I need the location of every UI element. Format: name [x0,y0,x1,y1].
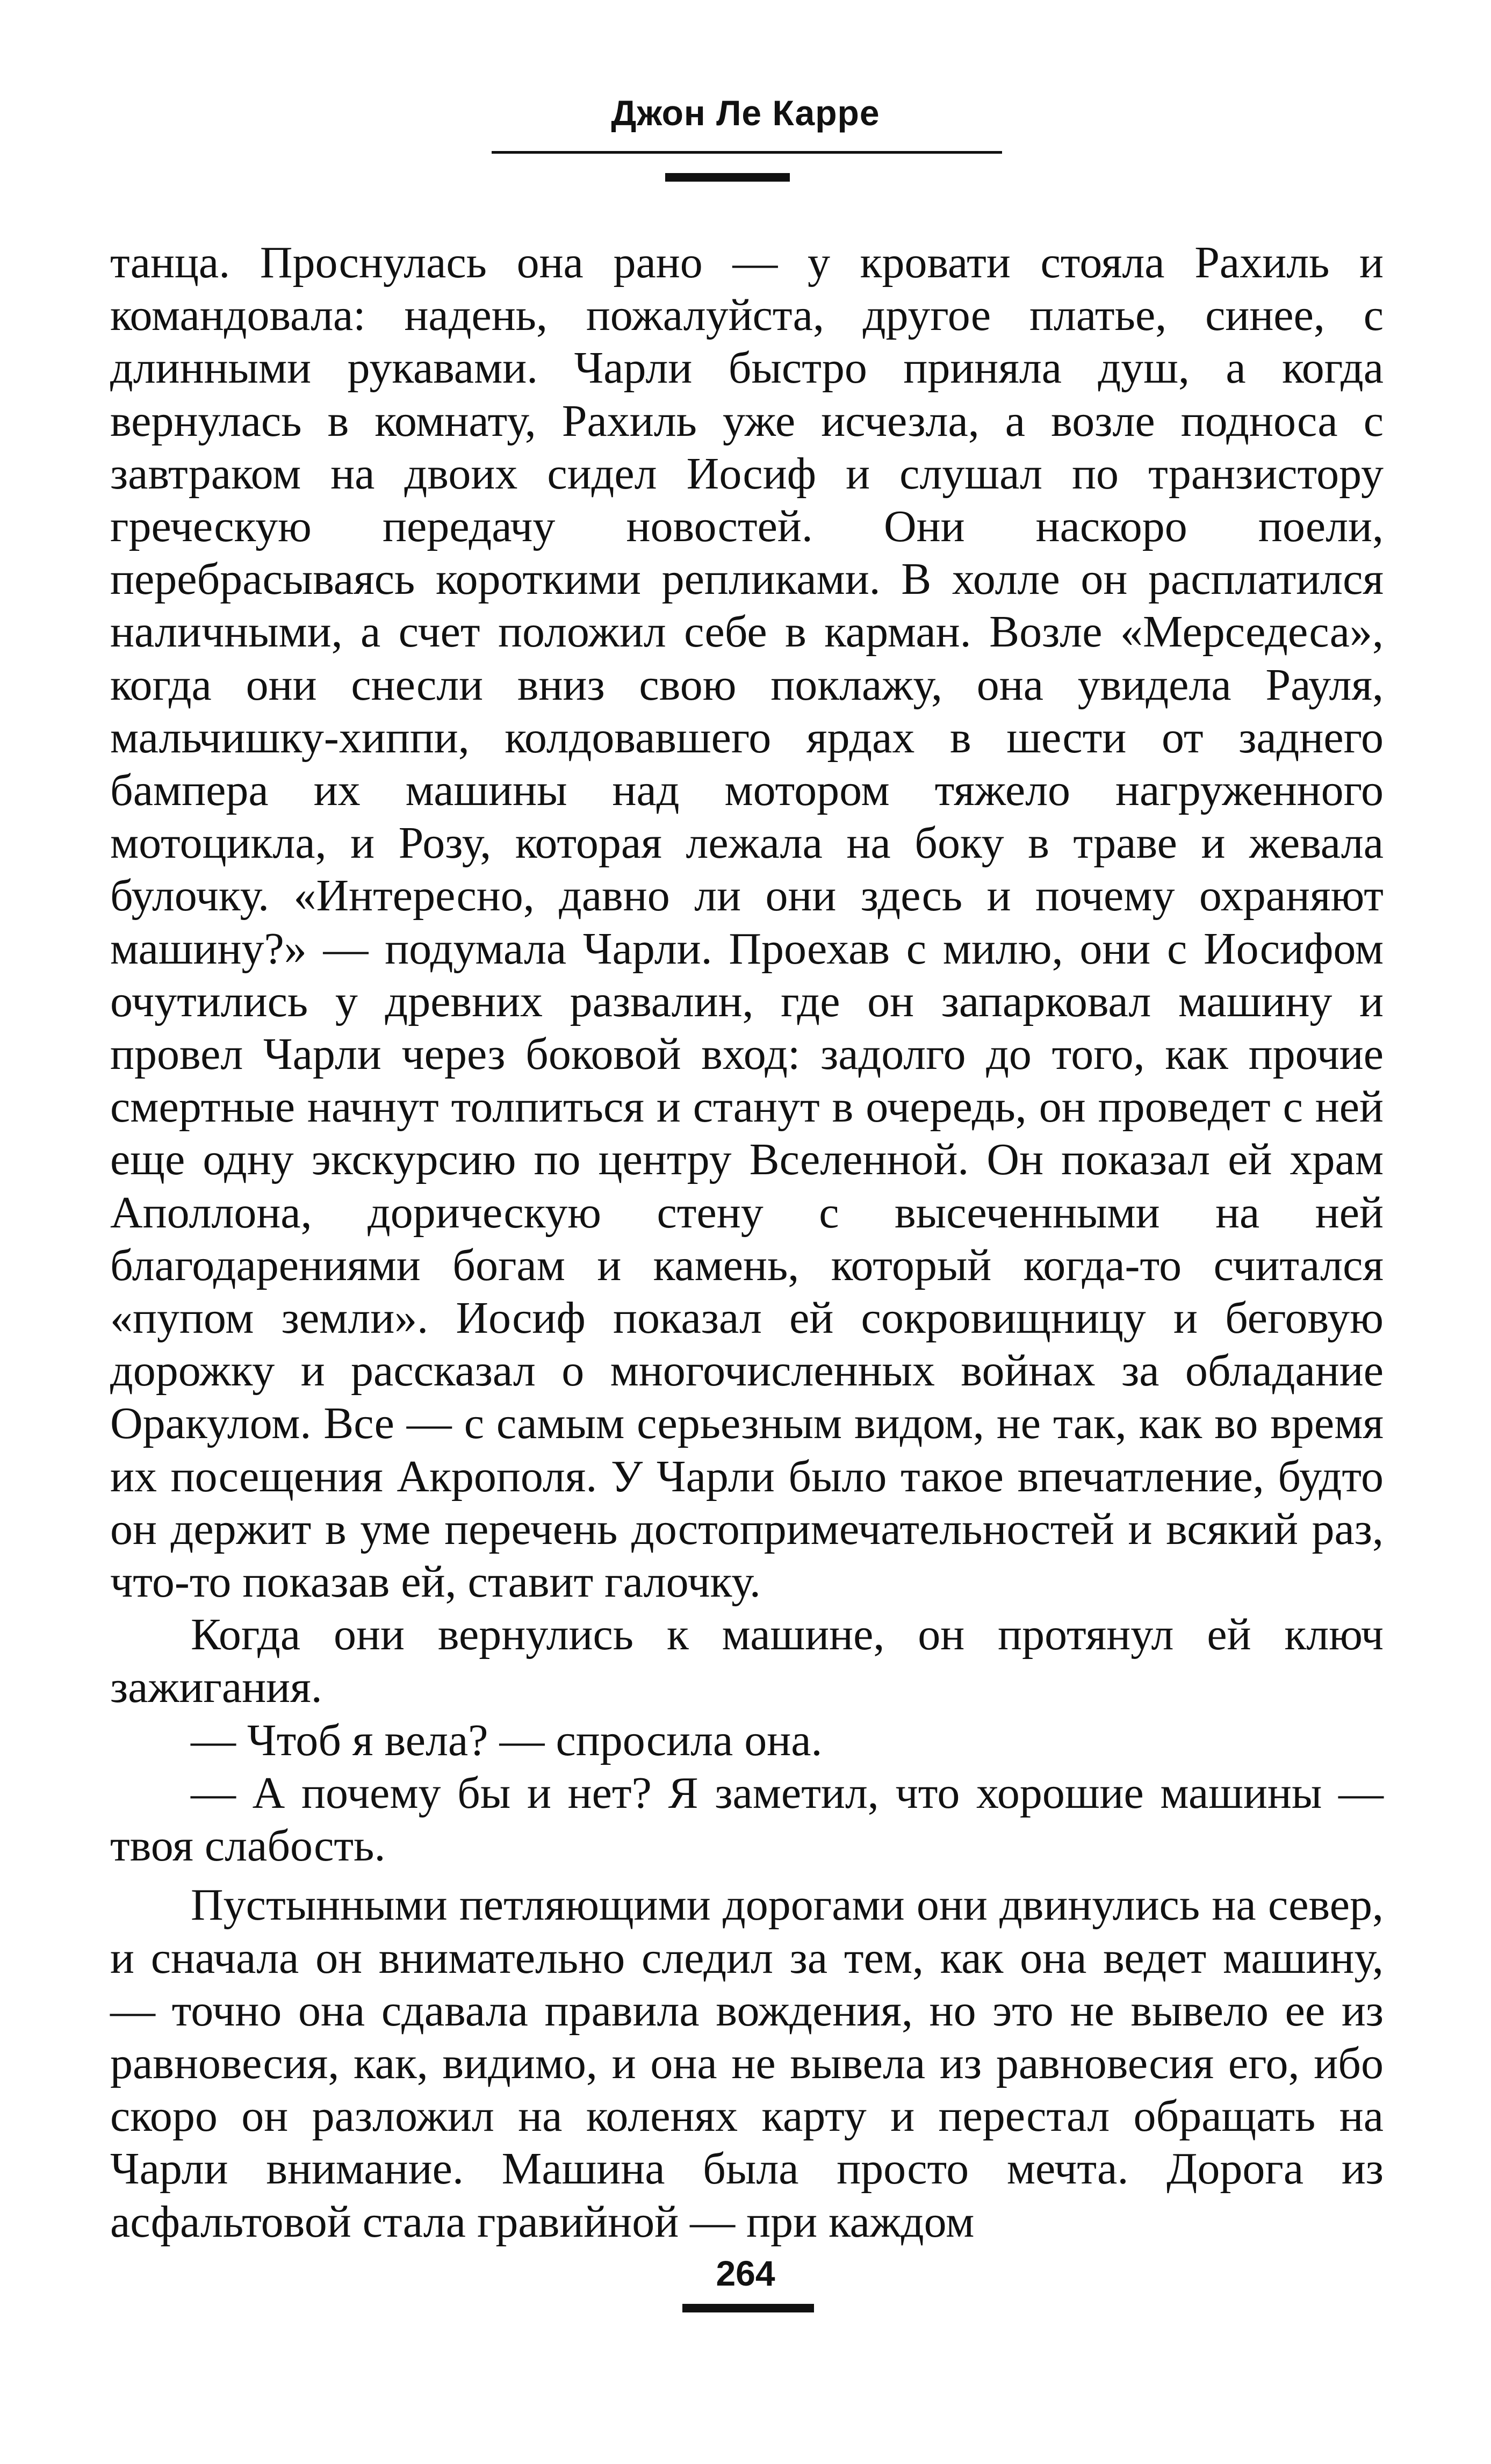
paragraph: танца. Проснулась она рано — у кровати стояла Рахиль и командовала: надень, пожалуйста, другое платье, синее, с длинными рукавами. Чарли быстро приняла душ, а когда вернулась в комнату, Рахиль уже исчезла, а возле подноса с завтраком на двоих сидел Иосиф и слушал по транзистору греческую передачу новостей. Они наскоро поели, перебрасываясь короткими репликами. В холле он расплатился наличными, а счет положил себе в карман. Возле «Мерседеса», когда они снесли вниз свою поклажу, она увидела Рауля, мальчишку-хиппи, колдовавшего ярдах в шести от заднего бампера их машины над мотором тяжело нагруженного мотоцикла, и Розу, которая лежала на боку в траве и жевала булочку. «Интересно, давно ли они здесь и почему охраняют машину?» — подумала Чарли. Проехав с милю, они с Иосифом очутились у древних развалин, где он запарковал машину и провел Чарли через боковой вход: задолго до того, как прочие смертные начнут толпиться и станут в очередь, он проведет с ней еще одну экскурсию по центру Вселенной. Он показал ей храм Аполлона, дорическую стену с высеченными на ней благодарениями богам и камень, который когда-то считался «пупом земли». Иосиф показал ей сокровищницу и беговую дорожку и рассказал о многочисленных войнах за обладание Оракулом. Все — с самым серьезным видом, не так, как во время их посещения Акрополя. У Чарли было такое впечатление, будто он держит в уме перечень достопримечательностей и всякий раз, что-то показав ей, ставит галочку. [110,238,1384,1607]
dialogue-line: — А почему бы и нет? Я заметил, что хорошие машины — твоя слабость. [110,1768,1384,1871]
header-rule [492,151,1002,154]
footer-ornament-bar [682,2304,814,2312]
paragraph: Когда они вернулись к машине, он протянул ей ключ зажигания. [110,1610,1384,1713]
dialogue-line: — Чтоб я вела? — спросила она. [191,1715,823,1765]
page-number: 264 [716,2253,775,2293]
body-text [110,236,1384,2249]
header-ornament-bar [665,173,790,182]
paragraph: Пустынными петляющими дорогами они двинулись на север, и сначала он внимательно следил за тем, как она ведет машину, — точно она сдавала правила вождения, но это не вывело ее из равновесия, как, видимо, и она не вывела из равновесия его, ибо скоро он разложил на коленях карту и перестал обращать на Чарли внимание. Машина была просто мечта. Дорога из асфальтовой стала гравийной — при каждом [110,1880,1384,2247]
running-head: Джон Ле Карре [611,93,880,133]
